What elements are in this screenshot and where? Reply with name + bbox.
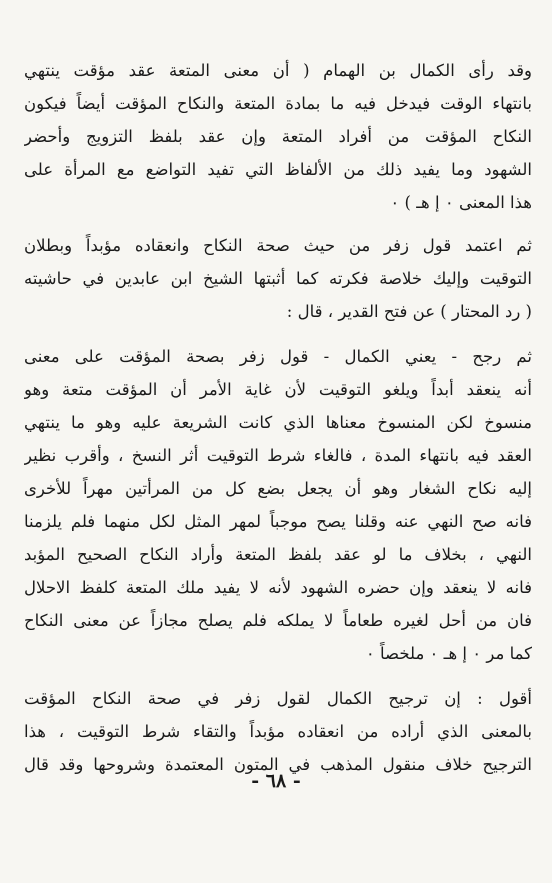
text-line: أنه ينعقد أبداً ويلغو التوقيت لأن غاية الأمر أن المؤقت متعة وهو	[24, 380, 532, 399]
text-line: هذا المعنى ٠ إ هـ ) ٠	[390, 193, 532, 212]
text-line: ثم رجح - يعني الكمال - قول زفر بصحة المؤقت على معنى	[24, 347, 532, 366]
text-line: أقول : إن ترجيح الكمال لقول زفر في صحة النكاح المؤقت	[24, 689, 532, 708]
text-line: فان من أحل لغيره طعاماً لا يملكه فلم يصلح مجازاً عن معنى النكاح	[24, 611, 532, 630]
page-number: - ٦٨ -	[251, 770, 301, 792]
text-line: النكاح المؤقت من أفراد المتعة وإن عقد بلفظ التزويج وأحضر	[24, 127, 532, 146]
page-body	[24, 40, 532, 791]
paragraph-4	[24, 682, 532, 781]
text-line: العقد فيه بانتهاء المدة ، فالغاء شرط التوقيت أثر النسخ ، وأقرب نظير	[24, 446, 532, 465]
text-line: وقد رأى الكمال بن الهمام ( أن معنى المتعة عقد مؤقت ينتهي	[24, 61, 532, 80]
text-line: بالمعنى الذي أراده من انعقاده مؤبداً والتقاء شرط التوقيت ، هذا	[24, 722, 532, 741]
text-line: إليه نكاح الشغار وهو أن يجعل بضع كل من المرأتين مهراً للأخرى	[24, 479, 532, 498]
text-line: منسوخ لكن المنسوخ معناها الذي كانت الشريعة عليه وهو ما ينتهي	[24, 413, 532, 432]
text-line: الشهود وما يفيد ذلك من الألفاظ التي تفيد التواضع مع المرأة على	[24, 160, 532, 179]
paragraph-2	[24, 229, 532, 328]
text-line: ثم اعتمد قول زفر من حيث صحة النكاح وانعقاده مؤبداً وبطلان	[24, 236, 532, 255]
text-line: كما مر ٠ إ هـ ٠ ملخصاً ٠	[365, 644, 532, 663]
text-line: الترجيح خلاف منقول المذهب في المتون المعتمدة وشروحها وقد قال	[24, 755, 532, 774]
text-line: النهي ، بخلاف ما لو عقد بلفظ المتعة وأراد النكاح الصحيح المؤبد	[24, 545, 532, 564]
text-line: ( رد المحتار ) عن فتح القدير ، قال :	[286, 302, 532, 321]
paragraph-1	[24, 54, 532, 219]
text-line: بانتهاء الوقت فيدخل فيه ما بمادة المتعة والنكاح المؤقت أيضاً فيكون	[24, 94, 532, 113]
text-line: فانه لا ينعقد وإن حضره الشهود لأنه لا يفيد ملك المتعة كلفظ الاحلال	[24, 578, 532, 597]
text-line: فانه صح النهي عنه وقلنا يصح موجباً لمهر المثل لكل منهما فلم يلزمنا	[24, 512, 532, 531]
text-line: التوقيت وإليك خلاصة فكرته كما أثبتها الشيخ ابن عابدين في حاشيته	[24, 269, 532, 288]
paragraph-3-quote	[24, 340, 532, 670]
